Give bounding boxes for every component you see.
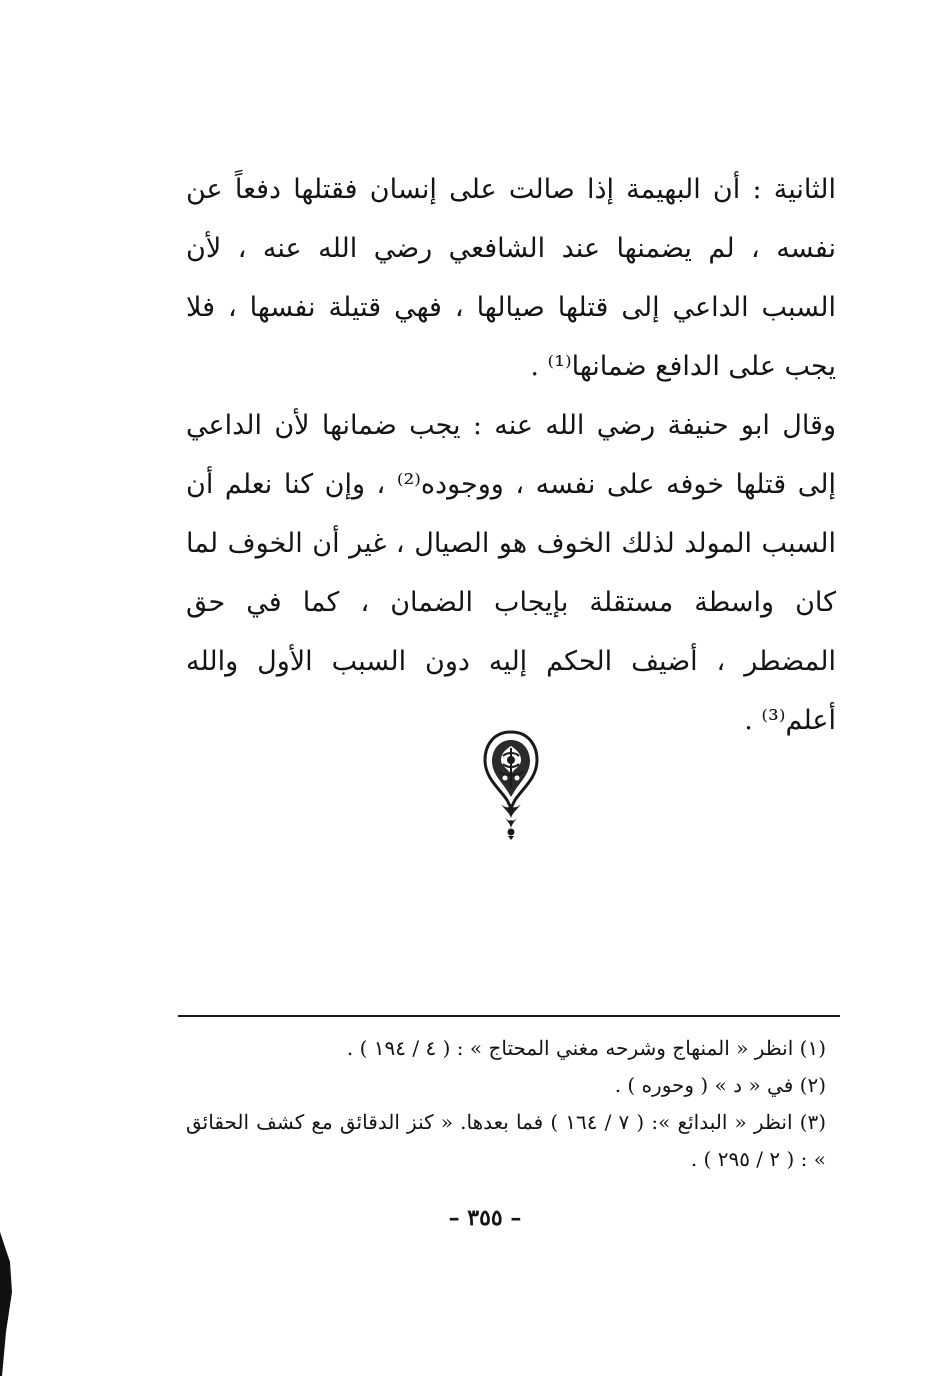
footnotes xyxy=(186,1030,826,1178)
paragraph-2: وقال ابو حنيفة رضي الله عنه : يجب ضمانها لأن الداعي إلى قتلها خوفه على نفسه ، ووجوده⁽²⁾ ، وإن كنا نعلم أن السبب المولد لذلك الخوف هو الصيال ، غير أن الخوف لما كان واسطة مستقلة بإيجاب الضمان ، كما في حق المضطر ، أضيف الحكم إليه دون السبب الأول والله أعلم⁽³⁾ . xyxy=(186,410,836,736)
footnote-2: (٢) في « د » ( وحوره ) . xyxy=(614,1073,826,1097)
footnote-1: (١) انظر « المنهاج وشرحه مغني المحتاج » : ( ٤ / ١٩٤ ) . xyxy=(346,1036,826,1060)
footnote-divider xyxy=(178,1015,840,1017)
scan-edge-shadow xyxy=(0,1232,14,1376)
main-text xyxy=(186,160,836,750)
footnote-3: (٣) انظر « البدائع »: ( ٧ / ١٦٤ ) فما بعدها. « كنز الدقائق مع كشف الحقائق » : ( ٢ / ٢٩٥ ) . xyxy=(186,1110,826,1171)
paragraph-1: الثانية : أن البهيمة إذا صالت على إنسان فقتلها دفعاً عن نفسه ، لم يضمنها عند الشافعي رضي الله عنه ، لأن السبب الداعي إلى قتلها صيالها ، فهي قتيلة نفسها ، فلا يجب على الدافع ضمانها⁽¹⁾ . xyxy=(186,174,836,382)
floral-ornament-icon xyxy=(481,728,541,840)
page-number: – ٣٥٥ – xyxy=(448,1205,522,1231)
